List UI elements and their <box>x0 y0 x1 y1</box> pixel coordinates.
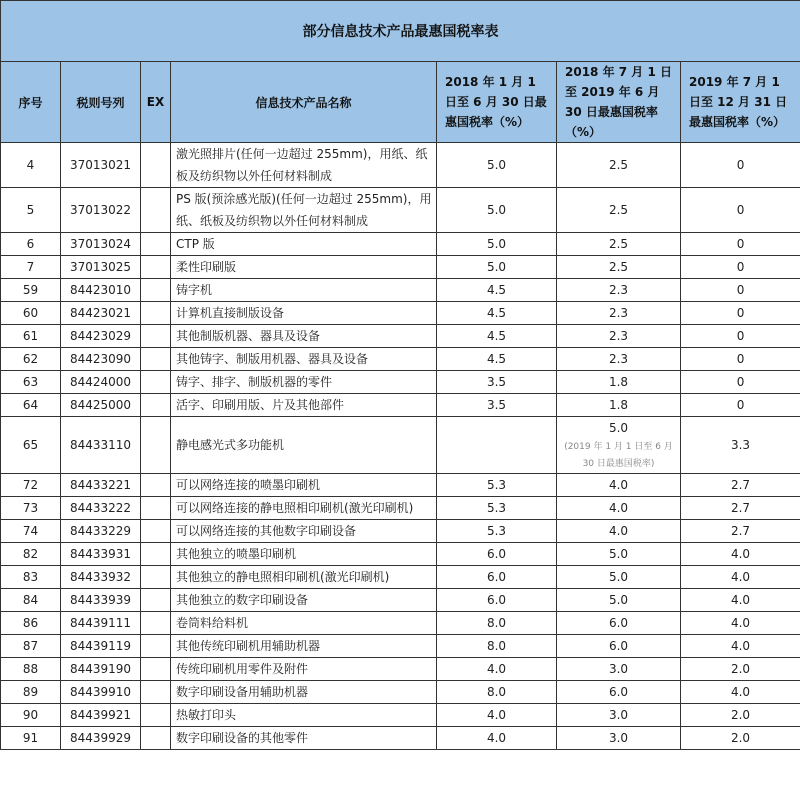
cell-ex <box>141 497 171 520</box>
cell-rate-2019h2: 2.0 <box>681 658 800 681</box>
cell-rate-2019h2: 0 <box>681 233 800 256</box>
table-row <box>1 520 800 543</box>
table-row <box>1 371 800 394</box>
cell-rate-2018h1: 3.5 <box>437 394 557 417</box>
cell-name: 卷筒料给料机 <box>171 612 437 635</box>
table-row <box>1 612 800 635</box>
cell-rate-2018h2-2019h1 <box>557 589 681 612</box>
cell-rate-2019h2: 2.0 <box>681 704 800 727</box>
table-row <box>1 279 800 302</box>
cell-code: 84423029 <box>61 325 141 348</box>
cell-rate-2018h1: 5.3 <box>437 474 557 497</box>
cell-rate-2019h2: 0 <box>681 325 800 348</box>
table-row <box>1 348 800 371</box>
cell-rate-2018h1: 4.0 <box>437 727 557 750</box>
cell-ex <box>141 704 171 727</box>
cell-rate-2018h1: 4.5 <box>437 279 557 302</box>
cell-rate-2019h2: 0 <box>681 143 800 188</box>
cell-name: 可以网络连接的静电照相印刷机(激光印刷机) <box>171 497 437 520</box>
cell-rate-2018h2-2019h1 <box>557 302 681 325</box>
cell-ex <box>141 302 171 325</box>
header-row <box>1 62 800 143</box>
cell-ex <box>141 188 171 233</box>
cell-code: 84433931 <box>61 543 141 566</box>
cell-ex <box>141 417 171 474</box>
cell-rate-2018h1: 6.0 <box>437 566 557 589</box>
rate-value: 4.0 <box>608 478 629 492</box>
cell-rate-2018h1: 5.0 <box>437 233 557 256</box>
cell-rate-2019h2: 2.7 <box>681 497 800 520</box>
cell-seq: 83 <box>1 566 61 589</box>
cell-rate-2018h2-2019h1 <box>557 497 681 520</box>
cell-rate-2019h2: 2.0 <box>681 727 800 750</box>
table-row <box>1 474 800 497</box>
cell-code: 84425000 <box>61 394 141 417</box>
cell-rate-2018h2-2019h1 <box>557 704 681 727</box>
cell-ex <box>141 658 171 681</box>
table-title: 部分信息技术产品最惠国税率表 <box>1 1 800 62</box>
cell-seq: 87 <box>1 635 61 658</box>
cell-rate-2019h2: 3.3 <box>681 417 800 474</box>
rate-value: 5.0 <box>608 421 629 435</box>
cell-code: 84433229 <box>61 520 141 543</box>
cell-ex <box>141 394 171 417</box>
table-row <box>1 143 800 188</box>
cell-name: 其他传统印刷机用辅助机器 <box>171 635 437 658</box>
rate-value: 6.0 <box>608 685 629 699</box>
header-rate-2018h2-2019h1: 2018 年 7 月 1 日至 2019 年 6 月 30 日最惠国税率（%） <box>557 62 681 143</box>
cell-rate-2018h2-2019h1 <box>557 371 681 394</box>
cell-rate-2018h1 <box>437 417 557 474</box>
cell-seq: 73 <box>1 497 61 520</box>
cell-rate-2018h2-2019h1 <box>557 256 681 279</box>
rate-value: 2.5 <box>608 203 629 217</box>
cell-code: 84433221 <box>61 474 141 497</box>
rate-value: 4.0 <box>608 501 629 515</box>
cell-rate-2018h1: 5.0 <box>437 143 557 188</box>
cell-ex <box>141 474 171 497</box>
cell-rate-2018h1: 6.0 <box>437 589 557 612</box>
cell-name: 活字、印刷用版、片及其他部件 <box>171 394 437 417</box>
cell-code: 84439111 <box>61 612 141 635</box>
cell-rate-2018h1: 8.0 <box>437 681 557 704</box>
cell-rate-2018h1: 4.0 <box>437 658 557 681</box>
cell-name: 计算机直接制版设备 <box>171 302 437 325</box>
cell-ex <box>141 543 171 566</box>
cell-rate-2019h2: 4.0 <box>681 566 800 589</box>
cell-rate-2018h1: 8.0 <box>437 635 557 658</box>
cell-code: 84439921 <box>61 704 141 727</box>
header-rate-2019h2: 2019 年 7 月 1 日至 12 月 31 日最惠国税率（%） <box>681 62 800 143</box>
table-row <box>1 394 800 417</box>
cell-rate-2018h1: 4.5 <box>437 348 557 371</box>
cell-name: 数字印刷设备的其他零件 <box>171 727 437 750</box>
rate-value: 2.5 <box>608 237 629 251</box>
cell-rate-2019h2: 0 <box>681 302 800 325</box>
cell-code: 84433932 <box>61 566 141 589</box>
rate-value: 2.3 <box>608 306 629 320</box>
cell-code: 37013024 <box>61 233 141 256</box>
rate-value: 2.5 <box>608 260 629 274</box>
cell-ex <box>141 612 171 635</box>
rate-value: 3.0 <box>608 731 629 745</box>
cell-rate-2019h2: 4.0 <box>681 681 800 704</box>
header-code: 税则号列 <box>61 62 141 143</box>
cell-name: 可以网络连接的喷墨印刷机 <box>171 474 437 497</box>
cell-seq: 6 <box>1 233 61 256</box>
cell-name: CTP 版 <box>171 233 437 256</box>
header-seq: 序号 <box>1 62 61 143</box>
cell-rate-2019h2: 0 <box>681 256 800 279</box>
cell-name: PS 版(预涂感光版)(任何一边超过 255mm)，用纸、纸板及纺织物以外任何材料制成 <box>171 188 437 233</box>
cell-rate-2018h1: 5.3 <box>437 520 557 543</box>
cell-seq: 91 <box>1 727 61 750</box>
cell-rate-2018h1: 4.0 <box>437 704 557 727</box>
cell-seq: 62 <box>1 348 61 371</box>
cell-ex <box>141 279 171 302</box>
cell-rate-2018h2-2019h1 <box>557 566 681 589</box>
cell-rate-2018h2-2019h1 <box>557 658 681 681</box>
cell-ex <box>141 233 171 256</box>
cell-rate-2018h2-2019h1 <box>557 727 681 750</box>
cell-ex <box>141 727 171 750</box>
rate-value: 2.3 <box>608 329 629 343</box>
cell-name: 其他独立的喷墨印刷机 <box>171 543 437 566</box>
cell-seq: 84 <box>1 589 61 612</box>
header-name: 信息技术产品名称 <box>171 62 437 143</box>
cell-seq: 59 <box>1 279 61 302</box>
table-row <box>1 658 800 681</box>
table-row <box>1 704 800 727</box>
table-row <box>1 188 800 233</box>
cell-code: 84439190 <box>61 658 141 681</box>
cell-rate-2019h2: 0 <box>681 394 800 417</box>
cell-rate-2018h1: 6.0 <box>437 543 557 566</box>
cell-ex <box>141 256 171 279</box>
cell-code: 84433939 <box>61 589 141 612</box>
cell-rate-2018h2-2019h1 <box>557 543 681 566</box>
cell-name: 铸字、排字、制版机器的零件 <box>171 371 437 394</box>
cell-rate-2019h2: 2.7 <box>681 474 800 497</box>
table-row <box>1 727 800 750</box>
cell-rate-2019h2: 4.0 <box>681 612 800 635</box>
cell-code: 37013021 <box>61 143 141 188</box>
cell-name: 数字印刷设备用辅助机器 <box>171 681 437 704</box>
cell-code: 84424000 <box>61 371 141 394</box>
cell-rate-2018h1: 8.0 <box>437 612 557 635</box>
cell-name: 其他独立的静电照相印刷机(激光印刷机) <box>171 566 437 589</box>
cell-rate-2018h2-2019h1 <box>557 348 681 371</box>
cell-rate-2018h2-2019h1 <box>557 394 681 417</box>
cell-ex <box>141 325 171 348</box>
cell-seq: 65 <box>1 417 61 474</box>
rate-value: 3.0 <box>608 662 629 676</box>
rate-value: 2.3 <box>608 283 629 297</box>
cell-rate-2019h2: 0 <box>681 371 800 394</box>
cell-name: 热敏打印头 <box>171 704 437 727</box>
cell-seq: 86 <box>1 612 61 635</box>
cell-name: 其他铸字、制版用机器、器具及设备 <box>171 348 437 371</box>
cell-rate-2018h1: 4.5 <box>437 325 557 348</box>
table-row <box>1 589 800 612</box>
rate-value: 6.0 <box>608 639 629 653</box>
header-ex: EX <box>141 62 171 143</box>
rate-value: 6.0 <box>608 616 629 630</box>
rate-value: 5.0 <box>608 570 629 584</box>
rate-value: 2.5 <box>608 158 629 172</box>
cell-seq: 72 <box>1 474 61 497</box>
table-row <box>1 233 800 256</box>
cell-code: 84439929 <box>61 727 141 750</box>
cell-seq: 88 <box>1 658 61 681</box>
cell-code: 84433110 <box>61 417 141 474</box>
cell-code: 37013022 <box>61 188 141 233</box>
cell-rate-2019h2: 4.0 <box>681 635 800 658</box>
rate-value: 4.0 <box>608 524 629 538</box>
rate-value: 1.8 <box>608 375 629 389</box>
header-rate-2018h1: 2018 年 1 月 1 日至 6 月 30 日最惠国税率（%） <box>437 62 557 143</box>
cell-rate-2019h2: 0 <box>681 348 800 371</box>
cell-ex <box>141 589 171 612</box>
cell-rate-2018h1: 5.0 <box>437 188 557 233</box>
cell-ex <box>141 348 171 371</box>
cell-seq: 89 <box>1 681 61 704</box>
table-row <box>1 681 800 704</box>
cell-ex <box>141 635 171 658</box>
cell-rate-2018h2-2019h1 <box>557 233 681 256</box>
cell-code: 84433222 <box>61 497 141 520</box>
cell-seq: 5 <box>1 188 61 233</box>
rate-value: 5.0 <box>608 593 629 607</box>
title-row <box>1 1 800 62</box>
cell-ex <box>141 520 171 543</box>
cell-seq: 63 <box>1 371 61 394</box>
cell-rate-2018h2-2019h1 <box>557 474 681 497</box>
table-row <box>1 543 800 566</box>
cell-rate-2018h2-2019h1 <box>557 520 681 543</box>
cell-code: 84423090 <box>61 348 141 371</box>
cell-rate-2018h2-2019h1 <box>557 612 681 635</box>
cell-rate-2018h2-2019h1 <box>557 188 681 233</box>
cell-seq: 82 <box>1 543 61 566</box>
cell-rate-2018h2-2019h1 <box>557 681 681 704</box>
cell-rate-2018h2-2019h1 <box>557 635 681 658</box>
cell-rate-2019h2: 0 <box>681 188 800 233</box>
cell-seq: 64 <box>1 394 61 417</box>
rate-footnote: (2019 年 1 月 1 日至 6 月 30 日最惠国税率) <box>564 442 673 469</box>
cell-rate-2018h2-2019h1 <box>557 279 681 302</box>
rate-value: 1.8 <box>608 398 629 412</box>
cell-rate-2019h2: 0 <box>681 279 800 302</box>
cell-seq: 74 <box>1 520 61 543</box>
cell-code: 84423010 <box>61 279 141 302</box>
cell-seq: 61 <box>1 325 61 348</box>
cell-rate-2019h2: 4.0 <box>681 543 800 566</box>
table-row <box>1 417 800 474</box>
cell-name: 传统印刷机用零件及附件 <box>171 658 437 681</box>
cell-name: 其他独立的数字印刷设备 <box>171 589 437 612</box>
cell-seq: 60 <box>1 302 61 325</box>
table-row <box>1 566 800 589</box>
cell-name: 铸字机 <box>171 279 437 302</box>
cell-code: 37013025 <box>61 256 141 279</box>
cell-seq: 7 <box>1 256 61 279</box>
cell-name: 其他制版机器、器具及设备 <box>171 325 437 348</box>
cell-rate-2018h1: 3.5 <box>437 371 557 394</box>
table-body <box>1 143 800 750</box>
table-row <box>1 256 800 279</box>
table-row <box>1 497 800 520</box>
cell-rate-2018h1: 4.5 <box>437 302 557 325</box>
cell-rate-2018h2-2019h1 <box>557 417 681 474</box>
cell-code: 84423021 <box>61 302 141 325</box>
cell-code: 84439119 <box>61 635 141 658</box>
cell-rate-2018h2-2019h1 <box>557 143 681 188</box>
cell-ex <box>141 371 171 394</box>
cell-seq: 4 <box>1 143 61 188</box>
cell-rate-2018h2-2019h1 <box>557 325 681 348</box>
cell-ex <box>141 143 171 188</box>
cell-seq: 90 <box>1 704 61 727</box>
table-row <box>1 325 800 348</box>
cell-rate-2018h1: 5.3 <box>437 497 557 520</box>
cell-rate-2019h2: 2.7 <box>681 520 800 543</box>
cell-ex <box>141 566 171 589</box>
table-row <box>1 635 800 658</box>
rate-value: 2.3 <box>608 352 629 366</box>
cell-code: 84439910 <box>61 681 141 704</box>
cell-name: 静电感光式多功能机 <box>171 417 437 474</box>
cell-rate-2018h1: 5.0 <box>437 256 557 279</box>
rate-value: 5.0 <box>608 547 629 561</box>
cell-name: 可以网络连接的其他数字印刷设备 <box>171 520 437 543</box>
rate-value: 3.0 <box>608 708 629 722</box>
cell-name: 激光照排片(任何一边超过 255mm)，用纸、纸板及纺织物以外任何材料制成 <box>171 143 437 188</box>
cell-name: 柔性印刷版 <box>171 256 437 279</box>
cell-rate-2019h2: 4.0 <box>681 589 800 612</box>
table-row <box>1 302 800 325</box>
cell-ex <box>141 681 171 704</box>
